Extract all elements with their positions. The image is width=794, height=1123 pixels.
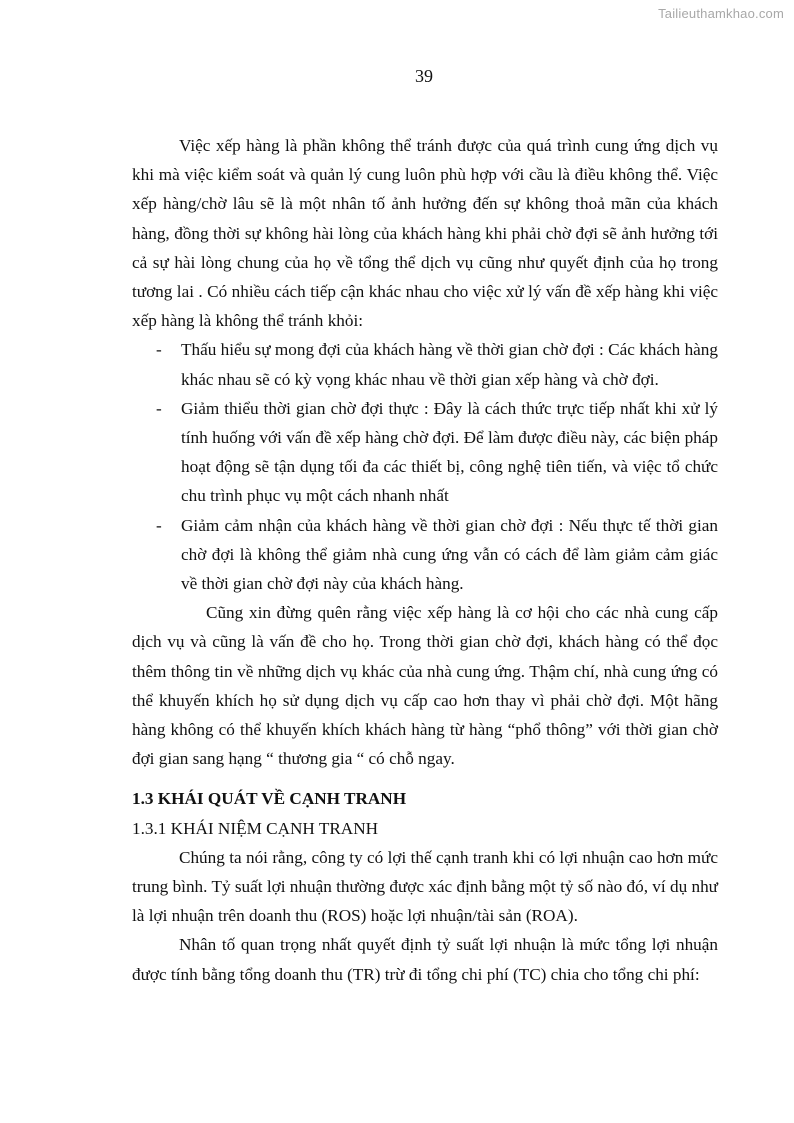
bullet-list — [132, 335, 718, 598]
section-heading: 1.3 KHÁI QUÁT VỀ CẠNH TRANH — [132, 789, 407, 809]
list-item — [132, 394, 718, 511]
page-number: 39 — [415, 66, 433, 86]
paragraph-queuing-opportunity: Cũng xin đừng quên rằng việc xếp hàng là cơ hội cho các nhà cung cấp dịch vụ và cũng là vấn đề cho họ. Trong thời gian chờ đợi, khách hàng có thể đọc thêm thông tin về những dịch vụ khác của nhà cung ứng. Thậm chí, nhà cung ứng có thể khuyến khích họ sử dụng dịch vụ cấp cao hơn thay vì phải chờ đợi. Một hãng hàng không có thể khuyến khích khách hàng từ hàng “phổ thông” với thời gian chờ đợi gian sang hạng “ thương gia “ có chỗ ngay. — [132, 603, 718, 769]
list-item-text: Giảm thiểu thời gian chờ đợi thực : Đây là cách thức trực tiếp nhất khi xử lý tính huống với vấn đề xếp hàng chờ đợi. Để làm được điều này, các biện pháp hoạt động sẽ tận dụng tối đa các thiết bị, công nghệ tiên tiến, và việc tổ chức chu trình phục vụ một cách nhanh nhất — [181, 398, 718, 506]
document-body — [132, 131, 718, 989]
paragraph-queuing-intro: Việc xếp hàng là phần không thể tránh được của quá trình cung ứng dịch vụ khi mà việc kiểm soát và quản lý cung luôn phù hợp với cầu là điều không thể. Việc xếp hàng/chờ lâu sẽ là một nhân tố ảnh hưởng đến sự không thoả mãn của khách hàng, đồng thời sự không hài lòng của khách hàng khi phải chờ đợi sẽ ảnh hưởng tới cả sự hài lòng chung của họ về tổng thể dịch vụ cũng như quyết định của họ trong tương lai . Có nhiều cách tiếp cận khác nhau cho việc xử lý vấn đề xếp hàng khi việc xếp hàng là không thể tránh khỏi: — [132, 136, 718, 331]
list-item-text: Giảm cảm nhận của khách hàng về thời gian chờ đợi : Nếu thực tế thời gian chờ đợi là không thể giảm nhà cung ứng vẫn có cách để làm giảm cảm giác về thời gian chờ đợi này của khách hàng. — [181, 515, 718, 594]
bullet-dash: - — [156, 340, 162, 360]
list-item — [132, 511, 718, 599]
watermark: Tailieuthamkhao.com — [658, 6, 784, 21]
list-item — [132, 335, 718, 393]
list-item-text: Thấu hiểu sự mong đợi của khách hàng về thời gian chờ đợi : Các khách hàng khác nhau sẽ có kỳ vọng khác nhau về thời gian xếp hàng và chờ đợi. — [181, 340, 718, 389]
paragraph-profit-rate: Nhân tố quan trọng nhất quyết định tỷ suất lợi nhuận là mức tổng lợi nhuận được tính bằng tổng doanh thu (TR) trừ đi tổng chi phí (TC) chia cho tổng chi phí: — [132, 935, 718, 984]
paragraph-competitive-advantage: Chúng ta nói rằng, công ty có lợi thế cạnh tranh khi có lợi nhuận cao hơn mức trung bình. Tỷ suất lợi nhuận thường được xác định bằng một tỷ số nào đó, ví dụ như là lợi nhuận trên doanh thu (ROS) hoặc lợi nhuận/tài sản (ROA). — [132, 847, 718, 926]
bullet-dash: - — [156, 398, 162, 418]
subsection-heading: 1.3.1 KHÁI NIỆM CẠNH TRANH — [132, 818, 379, 838]
bullet-dash: - — [156, 515, 162, 535]
